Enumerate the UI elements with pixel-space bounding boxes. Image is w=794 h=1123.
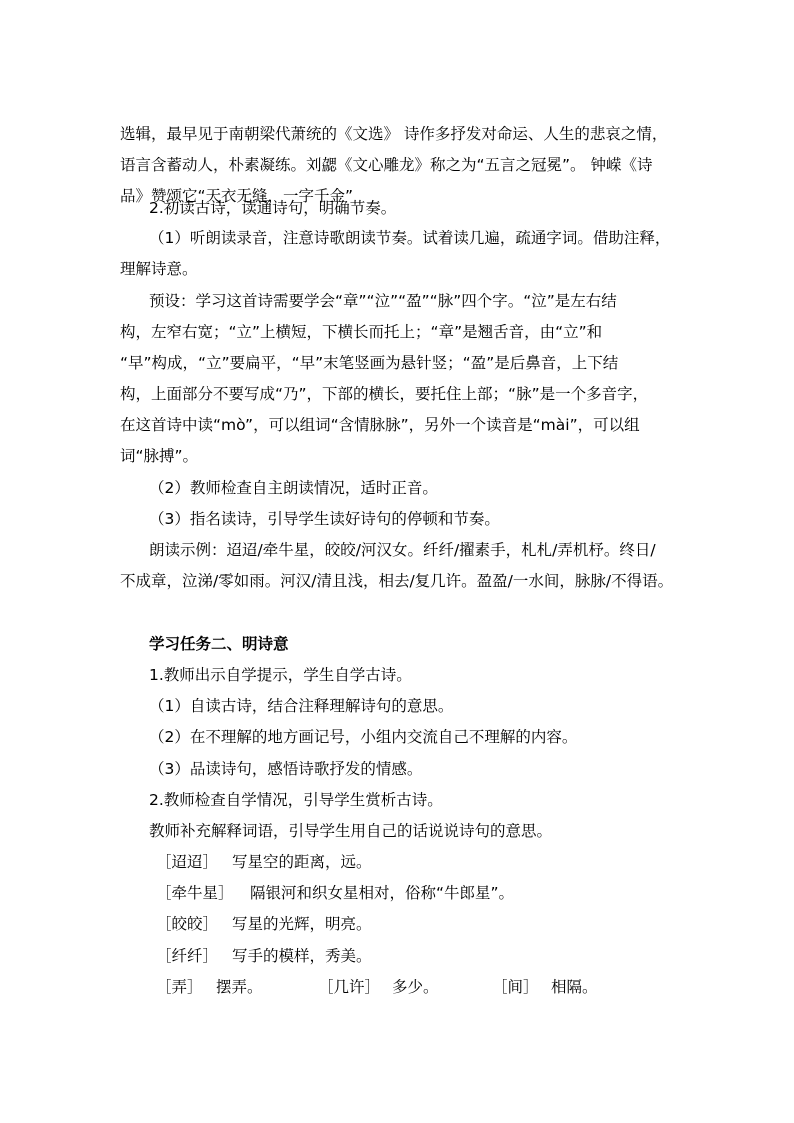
paragraph-line: （1）自读古诗，结合注释理解诗句的意思。 xyxy=(149,697,454,715)
glossary-term: ［迢迢］ xyxy=(156,853,219,871)
glossary-term: ［纤纤］ xyxy=(156,947,219,965)
glossary-term: ［牵牛星］ xyxy=(156,884,234,902)
paragraph-line: 预设：学习这首诗需要学会“章”“泣”“盈”“脉”四个字。“泣”是左右结 xyxy=(149,292,617,310)
glossary-term: ［弄］ xyxy=(156,978,203,996)
paragraph-line: 词“脉搏”。 xyxy=(120,447,199,465)
paragraph-line: （2）在不理解的地方画记号，小组内交流自己不理解的内容。 xyxy=(149,728,578,746)
paragraph-line: 构，上面部分不要写成“乃”，下部的横长，要托住上部；“脉”是一个多音字， xyxy=(120,385,649,403)
glossary-definition: 写星的光辉，明亮。 xyxy=(232,915,372,933)
paragraph-line: （3）指名读诗，引导学生读好诗句的停顿和节奏。 xyxy=(149,510,500,528)
paragraph-line: 不成章，泣涕/零如雨。河汉/清且浅，相去/复几许。盈盈/一水间，脉脉/不得语。 xyxy=(120,572,674,590)
paragraph-line: 1.教师出示自学提示，学生自学古诗。 xyxy=(149,666,412,684)
glossary-definition: 隔银河和织女星相对，俗称“牛郎星”。 xyxy=(250,884,515,902)
glossary-term: ［间］ xyxy=(492,978,539,996)
paragraph-line: 理解诗意。 xyxy=(120,260,198,278)
paragraph-line: 在这首诗中读“mò”，可以组词“含情脉脉”，另外一个读音是“mài”，可以组 xyxy=(120,416,640,434)
glossary-definition: 写手的模样，秀美。 xyxy=(232,947,372,965)
paragraph-line: 教师补充解释词语，引导学生用自己的话说说诗句的意思。 xyxy=(149,822,553,840)
section-heading: 学习任务二、明诗意 xyxy=(149,635,289,653)
paragraph-line: （2）教师检查自主朗读情况，适时正音。 xyxy=(149,479,438,497)
glossary-definition: 多少。 xyxy=(392,978,439,996)
glossary-definition: 相隔。 xyxy=(551,978,598,996)
paragraph-line: （3）品读诗句，感悟诗歌抒发的情感。 xyxy=(149,760,423,778)
section-subtitle: 2.初读古诗，读通诗句，明确节奏。 xyxy=(149,199,397,217)
paragraph-line: 构，左窄右宽；“立”上横短，下横长而托上；“章”是翘舌音，由“立”和 xyxy=(120,323,603,341)
paragraph-line: 选辑，最早见于南朝梁代萧统的《文选》 诗作多抒发对命运、人生的悲哀之情， xyxy=(120,125,668,143)
paragraph-line: （1）听朗读录音，注意诗歌朗读节奏。试着读几遍，疏通字词。借助注释， xyxy=(149,229,671,247)
glossary-term: ［皎皎］ xyxy=(156,915,219,933)
paragraph-line: 2.教师检查自学情况，引导学生赏析古诗。 xyxy=(149,791,443,809)
paragraph-line: 朗读示例：迢迢/牵牛星，皎皎/河汉女。纤纤/擢素手，札札/弄机杼。终日/ xyxy=(149,541,656,559)
paragraph-line: “早”构成，“立”要扁平，“早”末笔竖画为悬针竖；“盈”是后鼻音，上下结 xyxy=(120,354,619,372)
glossary-definition: 摆弄。 xyxy=(216,978,263,996)
glossary-definition: 写星空的距离，远。 xyxy=(232,853,372,871)
paragraph-line: 品》赞颂它“天衣无缝，一字千金” xyxy=(120,187,354,205)
paragraph-line: 语言含蓄动人，朴素凝练。刘勰《文心雕龙》称之为“五言之冠冕”。 钟嵘《诗 xyxy=(120,156,653,174)
glossary-term: ［几许］ xyxy=(318,978,381,996)
